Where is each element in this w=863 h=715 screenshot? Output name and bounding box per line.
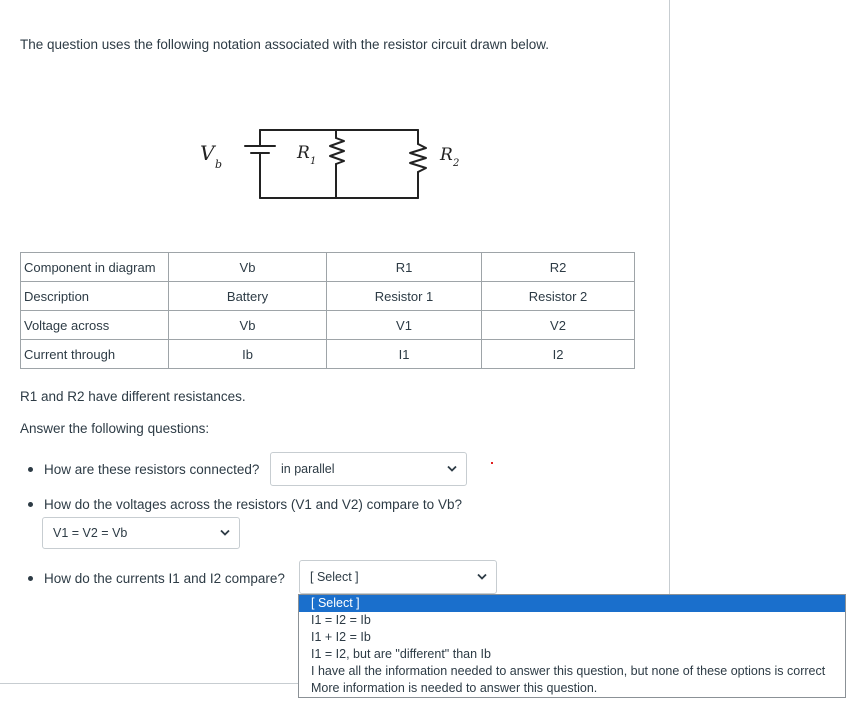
- intro-text: The question uses the following notation associated with the resistor circuit drawn below.: [20, 37, 550, 52]
- table-cell: Ib: [169, 340, 327, 369]
- table-cell: Vb: [169, 311, 327, 340]
- bullet-icon: [28, 502, 33, 507]
- instructions-text: Answer the following questions:: [20, 421, 210, 436]
- table-row: [21, 311, 635, 340]
- question-3-selected-value: [ Select ]: [310, 570, 359, 584]
- dropdown-option[interactable]: I1 + I2 = Ib: [311, 630, 371, 644]
- dropdown-option[interactable]: I1 = I2, but are "different" than Ib: [311, 647, 491, 661]
- label-r2-sub: 2: [453, 158, 460, 169]
- label-vb-sub: b: [215, 158, 223, 171]
- table-row: [21, 340, 635, 369]
- table-cell: R1: [327, 253, 482, 282]
- table-cell: Description: [21, 282, 169, 311]
- chevron-down-icon: [447, 466, 457, 473]
- chevron-down-icon: [477, 574, 487, 581]
- question-3-select[interactable]: [299, 560, 497, 594]
- table-cell: Resistor 1: [327, 282, 482, 311]
- label-r2: R: [440, 145, 453, 165]
- table-cell: Vb: [169, 253, 327, 282]
- question-2-text: How do the voltages across the resistors (V1 and V2) compare to Vb?: [44, 497, 462, 512]
- table-cell: V1: [327, 311, 482, 340]
- table-row: [21, 253, 635, 282]
- dropdown-option[interactable]: I1 = I2 = Ib: [311, 613, 371, 627]
- notation-table: [20, 252, 635, 369]
- question-2: [28, 497, 462, 512]
- dropdown-option[interactable]: More information is needed to answer this question.: [311, 681, 598, 695]
- table-cell: Battery: [169, 282, 327, 311]
- question-3-dropdown-list: [298, 594, 846, 698]
- dropdown-option[interactable]: I have all the information needed to answer this question, but none of these options is correct: [311, 664, 826, 678]
- question-1-text: How are these resistors connected?: [44, 462, 260, 477]
- table-cell: Component in diagram: [21, 253, 169, 282]
- chevron-down-icon: [220, 530, 230, 537]
- table-cell: Current through: [21, 340, 169, 369]
- table-cell: I2: [482, 340, 635, 369]
- table-cell: Resistor 2: [482, 282, 635, 311]
- table-cell: V2: [482, 311, 635, 340]
- label-r1: R: [297, 143, 310, 163]
- table-cell: R2: [482, 253, 635, 282]
- question-2-selected-value: V1 = V2 = Vb: [53, 526, 128, 540]
- circuit-diagram: [190, 108, 490, 208]
- question-1-selected-value: in parallel: [281, 462, 335, 476]
- question-3-text: How do the currents I1 and I2 compare?: [44, 571, 285, 586]
- table-cell: Voltage across: [21, 311, 169, 340]
- dropdown-option[interactable]: [ Select ]: [299, 595, 845, 612]
- table-cell: I1: [327, 340, 482, 369]
- bullet-icon: [28, 467, 33, 472]
- question-1: [28, 462, 259, 477]
- red-dot-mark: [491, 462, 493, 464]
- question-2-select[interactable]: [42, 517, 240, 549]
- question-1-select[interactable]: [270, 452, 467, 486]
- note-text: R1 and R2 have different resistances.: [20, 389, 246, 404]
- bullet-icon: [28, 576, 33, 581]
- table-row: [21, 282, 635, 311]
- label-vb: V: [200, 141, 215, 165]
- label-r1-sub: 1: [310, 156, 317, 167]
- question-3: [28, 571, 285, 586]
